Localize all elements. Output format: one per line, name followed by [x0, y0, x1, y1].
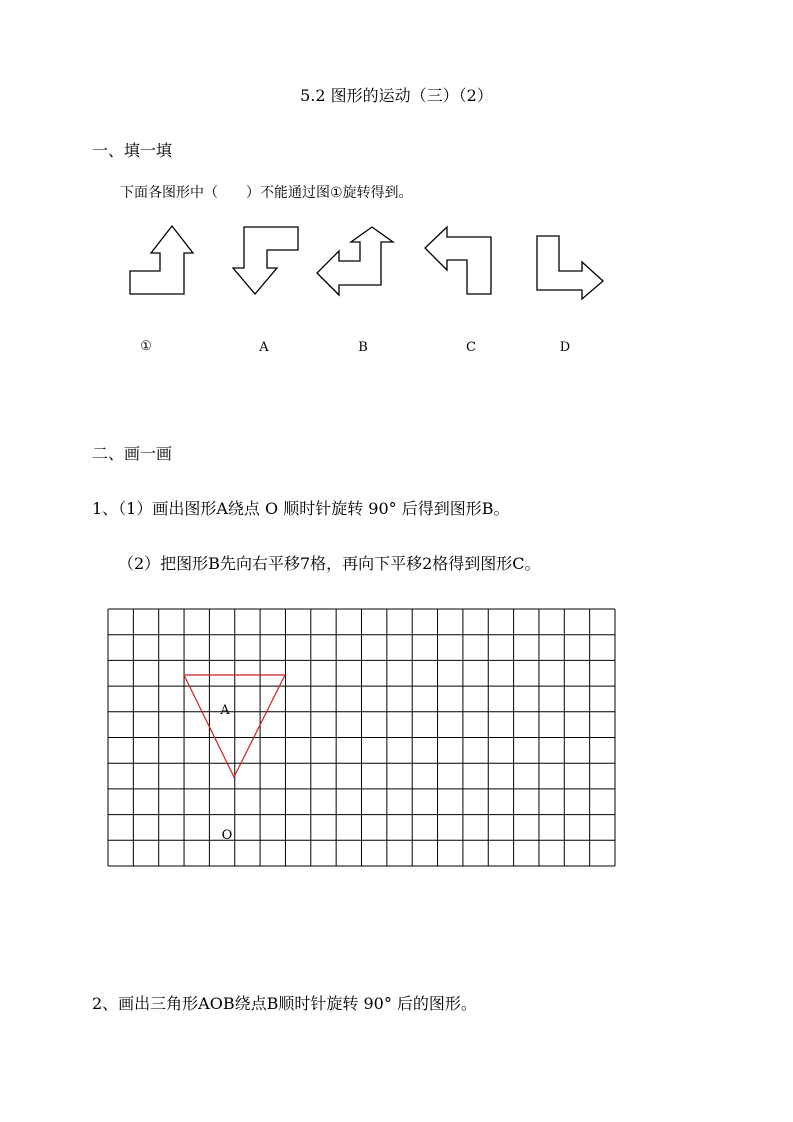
problem-1-part-2: （2）把图形B先向右平移7格，再向下平移2格得到图形C。: [118, 554, 541, 573]
question-rotation: 下面各图形中（ ）不能通过图①旋转得到。: [120, 185, 413, 201]
section-heading-draw: 二、画一画: [92, 444, 173, 463]
problem-1-part-1: 1、（1）画出图形A绕点 O 顺时针旋转 90° 后得到图形B。: [92, 499, 510, 518]
figure-b-shape: [317, 227, 393, 295]
section-heading-fill: 一、填一填: [92, 141, 173, 160]
grid-label-o: O: [221, 828, 233, 843]
label-figure-b: B: [358, 340, 368, 355]
figure-a-shape: [233, 227, 298, 294]
figure-c-shape: [425, 227, 491, 294]
grid-label-a: A: [220, 703, 230, 718]
problem-2: 2、画出三角形AOB绕点B顺时针旋转 90° 后的图形。: [92, 994, 477, 1013]
label-figure-d: D: [559, 340, 571, 355]
figure-d-shape: [537, 236, 603, 299]
label-figure-c: C: [466, 340, 476, 355]
square-grid: [108, 609, 615, 866]
label-figure-a: A: [259, 340, 269, 355]
page-title: 5.2 图形的运动（三）（2）: [300, 86, 493, 105]
figure-1-shape: [130, 226, 193, 294]
label-figure-1: ①: [140, 339, 152, 354]
